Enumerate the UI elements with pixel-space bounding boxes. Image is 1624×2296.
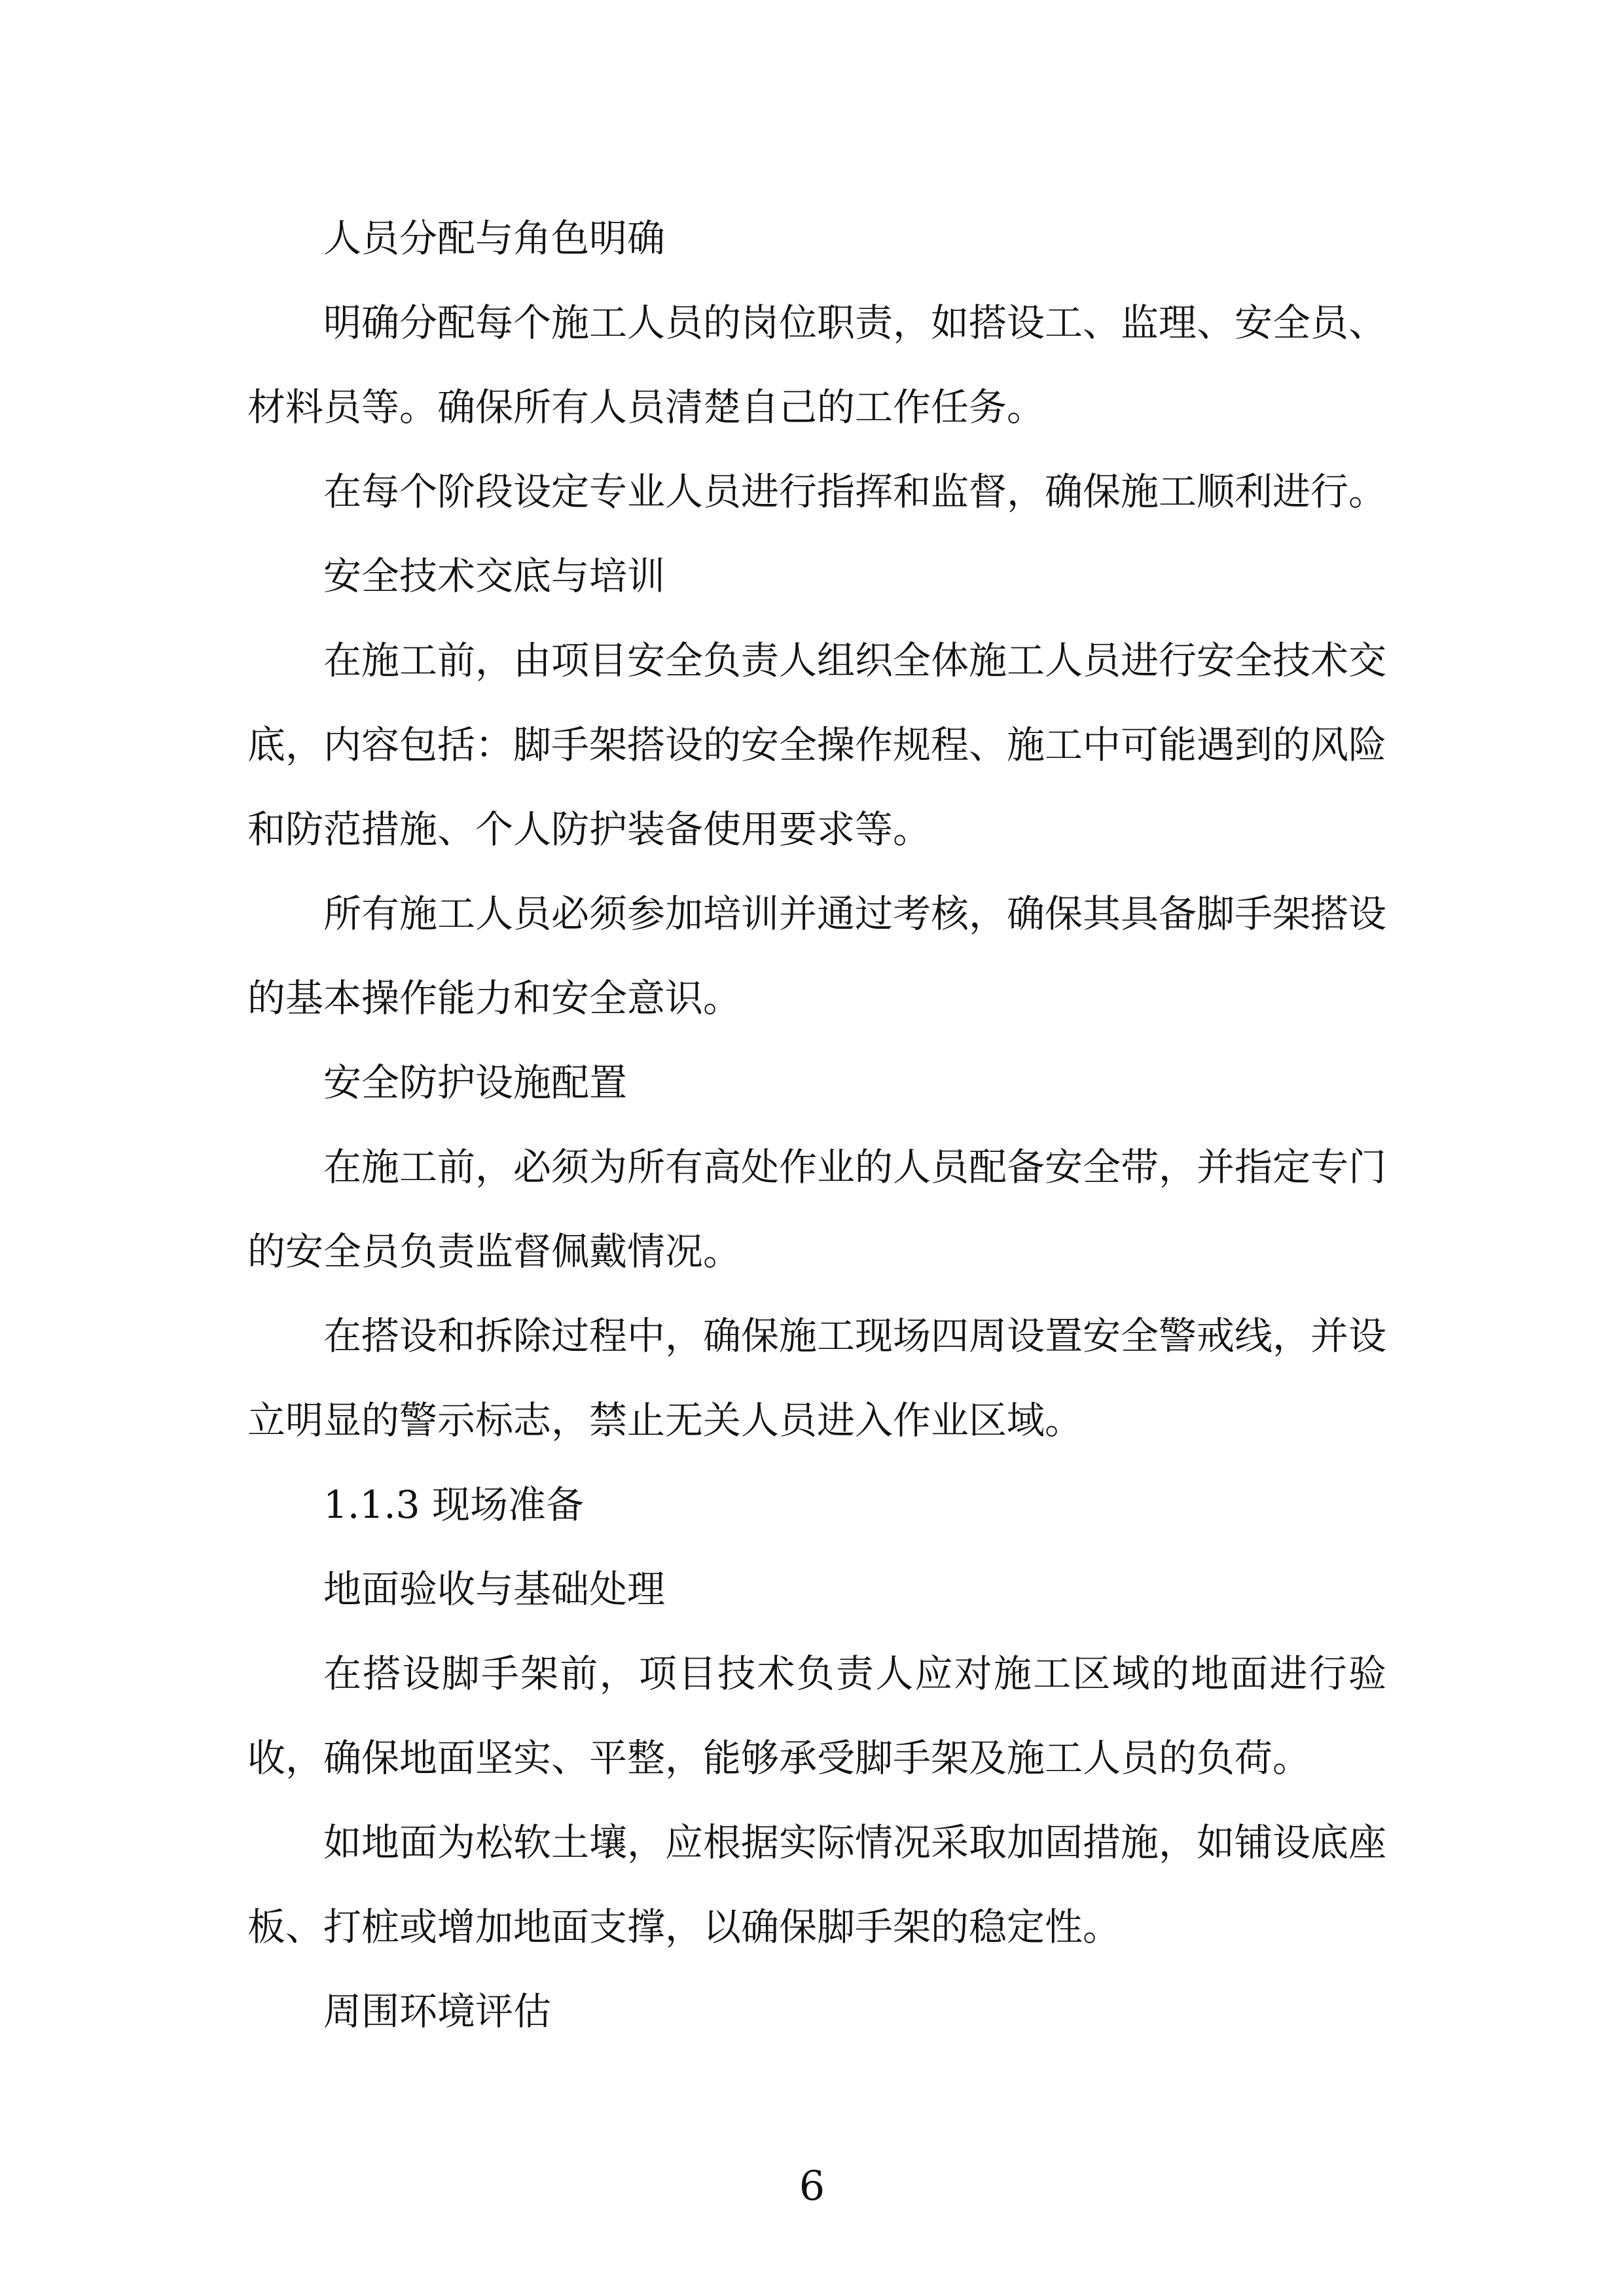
paragraph: 如地面为松软土壤，应根据实际情况采取加固措施，如铺设底座板、打桩或增加地面支撑，以确保脚手架的稳定性。 [247,1820,1387,1949]
section-heading-environment-assessment: 周围环境评估 [323,1989,552,2034]
paragraph: 所有施工人员必须参加培训并通过考核，确保其具备脚手架搭设的基本操作能力和安全意识。 [247,891,1387,1020]
paragraph: 在施工前，由项目安全负责人组织全体施工人员进行安全技术交底，内容包括：脚手架搭设的安全操作规程、施工中可能遇到的风险和防范措施、个人防护装备使用要求等。 [247,638,1387,852]
paragraph: 在搭设脚手架前，项目技术负责人应对施工区域的地面进行验收，确保地面坚实、平整，能够承受脚手架及施工人员的负荷。 [247,1651,1386,1780]
section-heading-ground-acceptance: 地面验收与基础处理 [323,1567,666,1611]
paragraph: 明确分配每个施工人员的岗位职责，如搭设工、监理、安全员、材料员等。确保所有人员清楚自己的工作任务。 [247,300,1387,429]
paragraph: 在搭设和拆除过程中，确保施工现场四周设置安全警戒线，并设立明显的警示标志，禁止无关人员进入作业区域。 [247,1314,1387,1443]
section-heading-protective-facilities: 安全防护设施配置 [323,1060,628,1105]
paragraph: 在每个阶段设定专业人员进行指挥和监督，确保施工顺利进行。 [323,469,1387,514]
paragraph: 在施工前，必须为所有高处作业的人员配备安全带，并指定专门的安全员负责监督佩戴情况。 [247,1145,1387,1274]
section-heading-safety-briefing: 安全技术交底与培训 [323,554,666,598]
section-heading-personnel: 人员分配与角色明确 [323,216,666,260]
section-heading-site-preparation: 1.1.3 现场准备 [323,1482,585,1527]
document-body [247,196,1386,2054]
page-number: 6 [799,2162,825,2210]
